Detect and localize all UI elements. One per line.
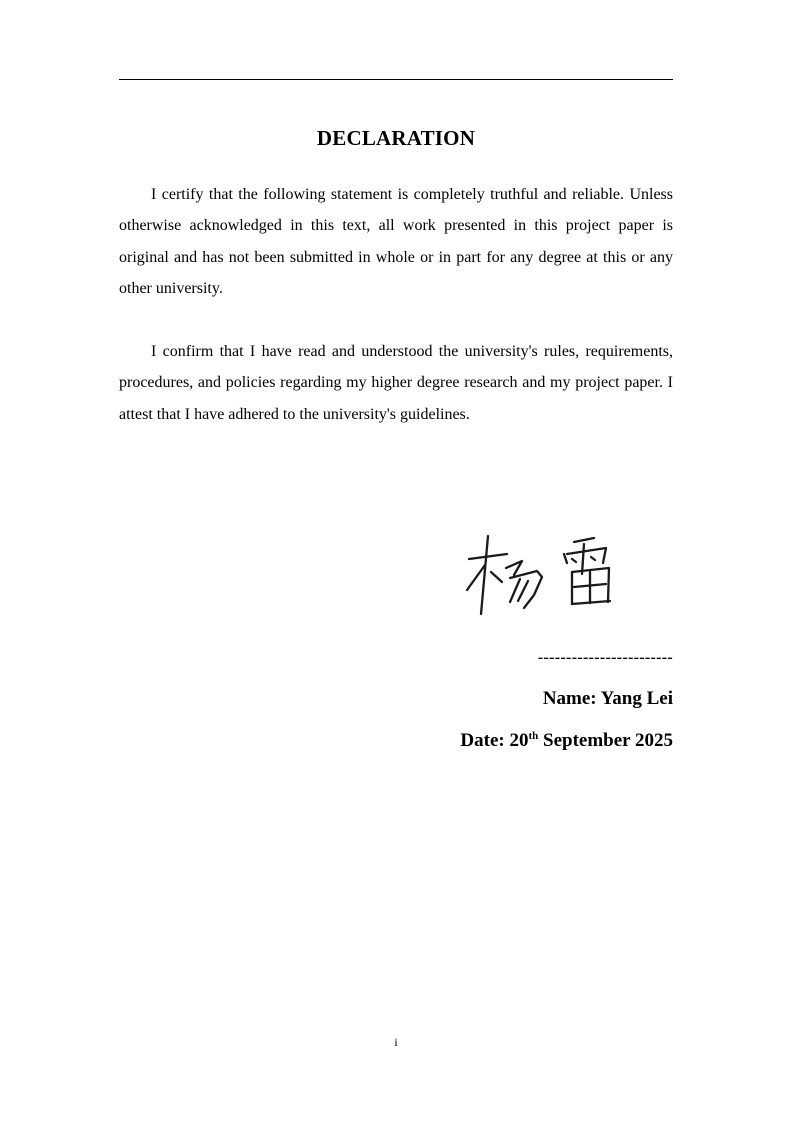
date-day: 20 — [509, 730, 529, 751]
date-month-year: September 2025 — [543, 730, 673, 751]
signature-date-line — [373, 728, 673, 754]
date-label: Date: — [460, 730, 505, 751]
page-title: DECLARATION — [316, 126, 476, 150]
handwritten-signature — [462, 532, 632, 622]
declaration-paragraph-2: I confirm that I have read and understood the university's rules, requirements, procedures, and policies regarding my higher degree research and my project paper. I attest that I have adhered to the university's guidelines. — [119, 343, 673, 423]
signature-line: ------------------------ — [537, 649, 673, 666]
name-label: Name: — [542, 688, 597, 709]
signatory-name-line — [373, 686, 673, 712]
signatory-name: Yang Lei — [600, 688, 673, 709]
header-rule — [119, 79, 673, 80]
page-number: i — [394, 1035, 398, 1049]
date-suffix: th — [528, 730, 539, 742]
declaration-paragraph-1: I certify that the following statement is completely truthful and reliable. Unless otherwise acknowledged in this text, all work presented in this project paper is original and has not been submitted in whole or in part for any degree at this or any other university. — [119, 186, 673, 297]
